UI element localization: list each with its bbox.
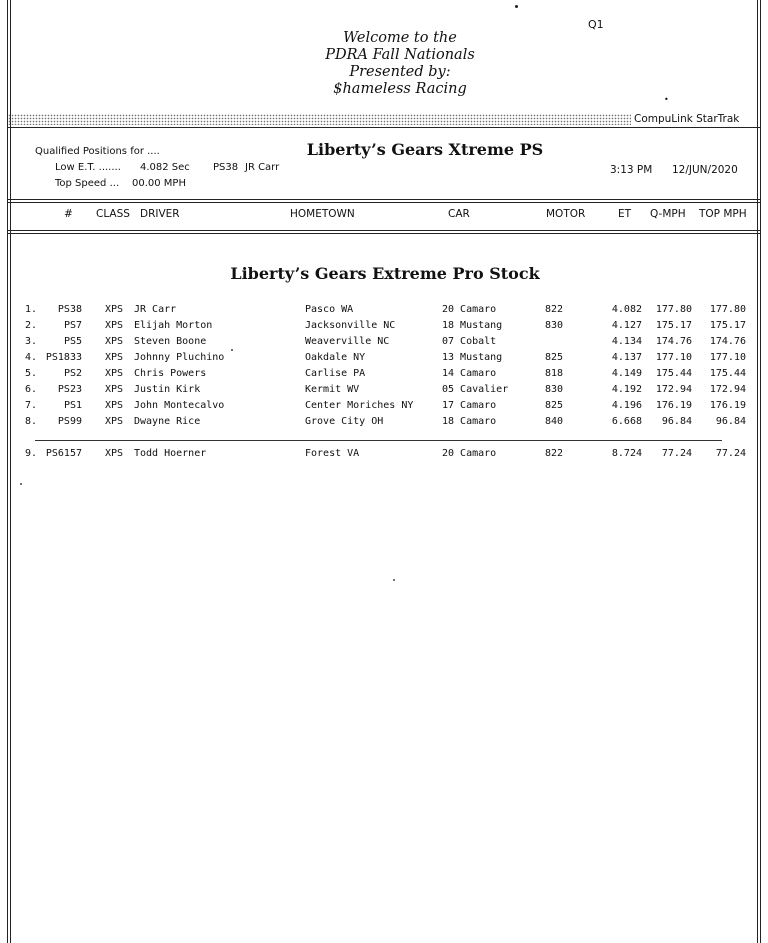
left-border-inner [10, 0, 11, 943]
top-speed-label: Top Speed ... [55, 178, 120, 189]
cell-pos: 2. [25, 320, 38, 331]
cell-car: 17 Camaro [442, 400, 497, 411]
cell-q-mph: 77.24 [661, 448, 692, 459]
table-row [0, 382, 768, 398]
cell-class: XPS [105, 304, 124, 315]
column-header-motor: MOTOR [546, 208, 586, 220]
cell-q-mph: 177.10 [655, 352, 692, 363]
cell-hometown: Jacksonville NC [305, 320, 396, 331]
column-head-bottom-rule [8, 230, 760, 231]
cell-car: 07 Cobalt [442, 336, 497, 347]
cell-top-mph: 96.84 [715, 416, 746, 427]
cell-hometown: Kermit WV [305, 384, 360, 395]
cell-top-mph: 177.80 [709, 304, 746, 315]
cell-pos: 8. [25, 416, 38, 427]
table-row [0, 318, 768, 334]
table-row [0, 414, 768, 430]
event-title: Liberty’s Gears Xtreme PS [306, 140, 544, 159]
cell-pos: 5. [25, 368, 38, 379]
speck [20, 483, 22, 485]
cell-pos: 9. [25, 448, 38, 459]
cell-class: XPS [105, 448, 124, 459]
cell-hometown: Oakdale NY [305, 352, 366, 363]
cell-et: 4.149 [611, 368, 642, 379]
qualified-label: Qualified Positions for .... [35, 146, 160, 157]
cell-top-mph: 175.17 [709, 320, 746, 331]
cell-class: XPS [105, 336, 124, 347]
cell-driver: Steven Boone [134, 336, 207, 347]
cell-car-number: PS99 [57, 416, 82, 427]
speck [393, 579, 395, 581]
cell-q-mph: 175.44 [655, 368, 692, 379]
header-line: Presented by: [349, 64, 451, 80]
cell-pos: 1. [25, 304, 38, 315]
cell-car-number: PS2 [63, 368, 82, 379]
cell-pos: 3. [25, 336, 38, 347]
table-row [0, 302, 768, 318]
cell-car-number: PS38 [57, 304, 82, 315]
vendor-label: CompuLink StarTrak [634, 113, 740, 125]
welcome-header [240, 30, 560, 98]
column-header-number: # [64, 208, 73, 220]
header-line: PDRA Fall Nationals [325, 47, 475, 63]
cell-top-mph: 176.19 [709, 400, 746, 411]
speck [515, 5, 518, 8]
cell-hometown: Carlise PA [305, 368, 366, 379]
cell-motor: 825 [545, 400, 564, 411]
low-et-label: Low E.T. ....... [55, 162, 121, 173]
cell-car: 18 Camaro [442, 416, 497, 427]
cell-pos: 6. [25, 384, 38, 395]
cell-car: 13 Mustang [442, 352, 503, 363]
header-line: $hameless Racing [333, 81, 467, 97]
cell-class: XPS [105, 384, 124, 395]
cell-top-mph: 174.76 [709, 336, 746, 347]
cell-motor: 822 [545, 448, 564, 459]
low-et-value: 4.082 Sec [140, 162, 190, 173]
cell-motor: 818 [545, 368, 564, 379]
cell-car: 20 Camaro [442, 448, 497, 459]
top-speed-value: 00.00 MPH [132, 178, 186, 189]
cell-pos: 4. [25, 352, 38, 363]
cell-driver: Johnny Pluchino [134, 352, 225, 363]
column-head-top-rule [8, 199, 760, 200]
cell-et: 8.724 [611, 448, 642, 459]
cell-hometown: Pasco WA [305, 304, 354, 315]
cell-top-mph: 172.94 [709, 384, 746, 395]
cell-q-mph: 172.94 [655, 384, 692, 395]
dotted-band [8, 114, 631, 125]
column-header-driver: DRIVER [140, 208, 180, 220]
column-header-car: CAR [448, 208, 470, 220]
cell-top-mph: 175.44 [709, 368, 746, 379]
session-label: Q1 [588, 18, 604, 31]
cell-et: 4.137 [611, 352, 642, 363]
left-border [7, 0, 8, 943]
cell-motor: 840 [545, 416, 564, 427]
cell-class: XPS [105, 416, 124, 427]
cell-q-mph: 174.76 [655, 336, 692, 347]
cell-motor: 830 [545, 320, 564, 331]
cell-driver: Dwayne Rice [134, 416, 201, 427]
cell-q-mph: 96.84 [661, 416, 692, 427]
vendor-mark-icon: • [664, 95, 669, 104]
table-row [0, 366, 768, 382]
column-head-top-rule-2 [8, 202, 760, 203]
cell-hometown: Weaverville NC [305, 336, 390, 347]
cell-et: 4.127 [611, 320, 642, 331]
cell-class: XPS [105, 400, 124, 411]
cell-car: 14 Camaro [442, 368, 497, 379]
low-et-car: PS38 [213, 162, 239, 173]
column-header-top-mph: TOP MPH [699, 208, 747, 220]
cell-car-number: PS5 [63, 336, 82, 347]
cell-car-number: PS1 [63, 400, 82, 411]
low-et-driver: JR Carr [245, 162, 280, 173]
cell-driver: Justin Kirk [134, 384, 201, 395]
speck [231, 349, 233, 351]
cell-et: 4.134 [611, 336, 642, 347]
cell-q-mph: 177.80 [655, 304, 692, 315]
cell-motor: 825 [545, 352, 564, 363]
cell-hometown: Center Moriches NY [305, 400, 414, 411]
cell-class: XPS [105, 320, 124, 331]
cell-driver: Todd Hoerner [134, 448, 207, 459]
column-header-hometown: HOMETOWN [290, 208, 355, 220]
cell-hometown: Grove City OH [305, 416, 384, 427]
column-header-class: CLASS [96, 208, 130, 220]
report-time: 3:13 PM [610, 164, 653, 176]
cell-car: 05 Cavalier [442, 384, 509, 395]
cell-class: XPS [105, 368, 124, 379]
cell-pos: 7. [25, 400, 38, 411]
cell-driver: John Montecalvo [134, 400, 225, 411]
cell-car-number: PS1833 [45, 352, 82, 363]
report-date: 12/JUN/2020 [672, 164, 738, 176]
cell-driver: Chris Powers [134, 368, 207, 379]
cell-car: 20 Camaro [442, 304, 497, 315]
cell-et: 4.196 [611, 400, 642, 411]
header-divider [8, 127, 760, 128]
cell-q-mph: 175.17 [655, 320, 692, 331]
cell-motor: 822 [545, 304, 564, 315]
cell-top-mph: 177.10 [709, 352, 746, 363]
right-border-inner [757, 0, 758, 943]
cell-class: XPS [105, 352, 124, 363]
cell-top-mph: 77.24 [715, 448, 746, 459]
table-row [0, 350, 768, 366]
cell-car-number: PS23 [57, 384, 82, 395]
cell-car: 18 Mustang [442, 320, 503, 331]
cell-motor: 830 [545, 384, 564, 395]
cell-car-number: PS6157 [45, 448, 82, 459]
column-header-et: ET [618, 208, 632, 220]
column-head-bottom-rule-2 [8, 233, 760, 234]
right-border [760, 0, 761, 943]
cell-et: 4.082 [611, 304, 642, 315]
cell-driver: JR Carr [134, 304, 177, 315]
cell-driver: Elijah Morton [134, 320, 213, 331]
header-line: Welcome to the [343, 30, 457, 46]
qualifier-separator [35, 440, 722, 441]
cell-et: 6.668 [611, 416, 642, 427]
cell-q-mph: 176.19 [655, 400, 692, 411]
section-title: Liberty’s Gears Extreme Pro Stock [230, 264, 540, 283]
cell-car-number: PS7 [63, 320, 82, 331]
column-header-q-mph: Q-MPH [650, 208, 686, 220]
table-row [0, 334, 768, 350]
cell-hometown: Forest VA [305, 448, 360, 459]
cell-et: 4.192 [611, 384, 642, 395]
table-row [0, 446, 768, 462]
table-row [0, 398, 768, 414]
